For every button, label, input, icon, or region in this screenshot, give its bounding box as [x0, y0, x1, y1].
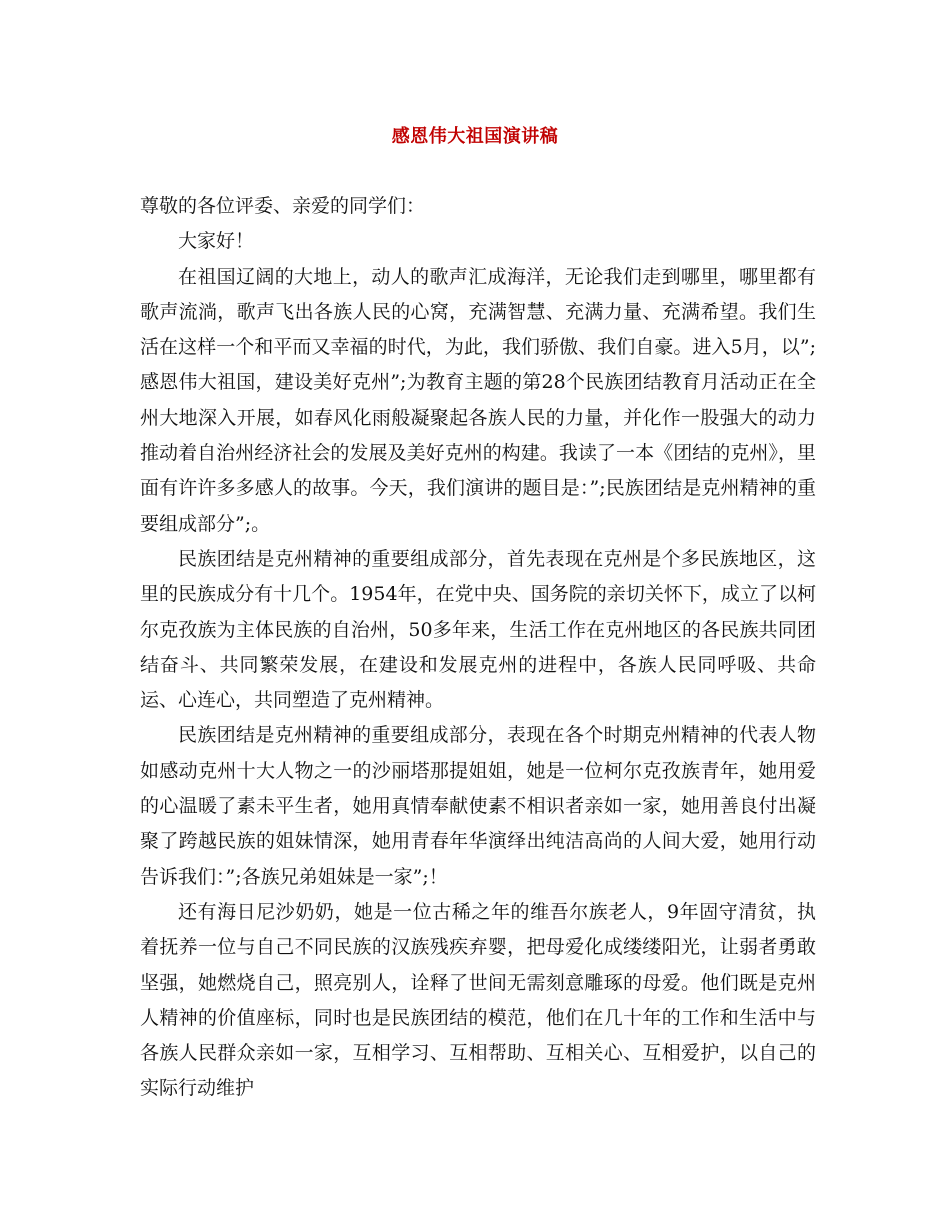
greeting: 大家好！: [178, 230, 255, 253]
paragraph: 民族团结是克州精神的重要组成部分，表现在各个时期克州精神的代表人物如感动克州十大人物之一的沙丽塔那提姐姐，她是一位柯尔克孜族青年，她用爱的心温暖了素未平生者，她用真情奉献使素不相识者亲如一家，她用善良付出凝聚了跨越民族的姐妹情深，她用青春年华演绎出纯洁高尚的人间大爱，她用行动告诉我们：”;各族兄弟姐妹是一家”;！: [140, 724, 816, 888]
paragraph: 民族团结是克州精神的重要组成部分，首先表现在克州是个多民族地区，这里的民族成分有十几个。1954年，在党中央、国务院的亲切关怀下，成立了以柯尔克孜族为主体民族的自治州，50多年来，生活工作在克州地区的各民族共同团结奋斗、共同繁荣发展，在建设和发展克州的进程中，各族人民同呼吸、共命运、心连心，共同塑造了克州精神。: [140, 547, 816, 712]
document-title: 感恩伟大祖国演讲稿: [391, 126, 559, 147]
document-body: [140, 189, 816, 1107]
paragraph: 还有海日尼沙奶奶，她是一位古稀之年的维吾尔族老人，9年固守清贫，执着抚养一位与自己不同民族的汉族残疾弃婴，把母爱化成缕缕阳光，让弱者勇敢坚强，她燃烧自己，照亮别人，诠释了世间无需刻意雕琢的母爱。他们既是克州人精神的价值座标，同时也是民族团结的模范，他们在几十年的工作和生活中与各族人民群众亲如一家，互相学习、互相帮助、互相关心、互相爱护，以自己的实际行动维护: [140, 900, 816, 1100]
salutation: 尊敬的各位评委、亲爱的同学们：: [140, 195, 426, 217]
paragraph: 在祖国辽阔的大地上，动人的歌声汇成海洋，无论我们走到哪里，哪里都有歌声流淌，歌声飞出各族人民的心窝，充满智慧、充满力量、充满希望。我们生活在这样一个和平而又幸福的时代，为此，我们骄傲、我们自豪。进入5月，以”;感恩伟大祖国，建设美好克州”;为教育主题的第28个民族团结教育月活动正在全州大地深入开展，如春风化雨般凝聚起各族人民的力量，并化作一股强大的动力推动着自治州经济社会的发展及美好克州的构建。我读了一本《团结的克州》，里面有许许多多感人的故事。今天，我们演讲的题目是：”;民族团结是克州精神的重要组成部分”;。: [140, 265, 816, 535]
